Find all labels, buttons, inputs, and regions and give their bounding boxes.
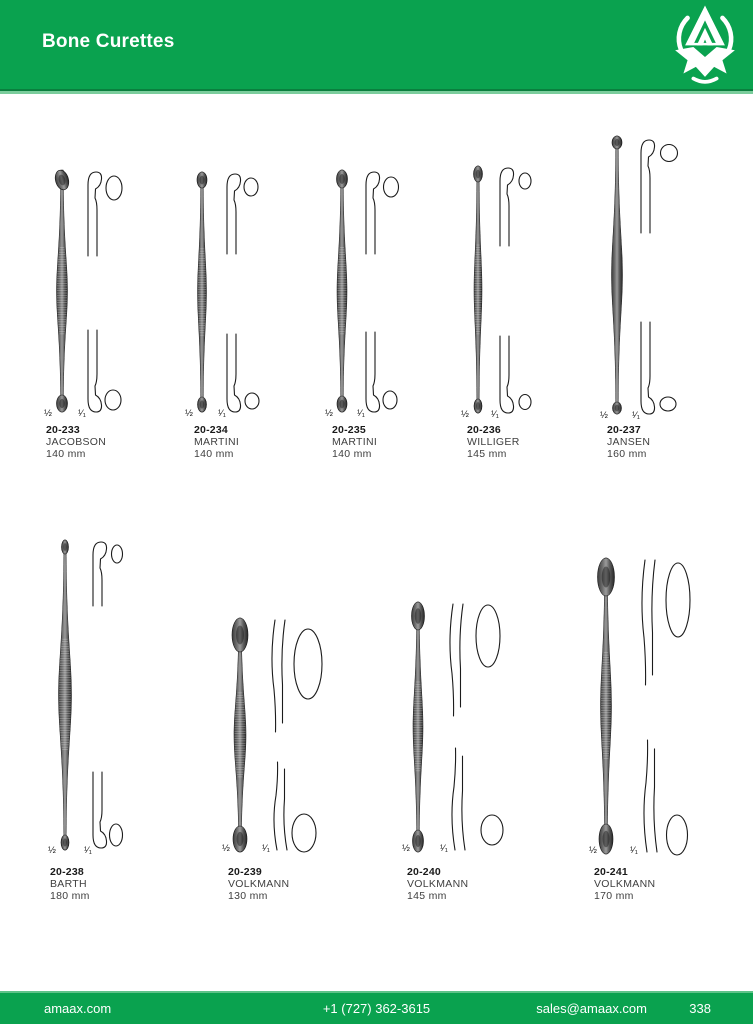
product-code: 20-239	[228, 866, 262, 878]
scale-fraction-detail: ¹⁄₁	[632, 410, 640, 421]
figure-20-235	[325, 170, 399, 419]
product-name: VOLKMANN	[407, 878, 469, 890]
footer-bar	[0, 991, 753, 1024]
product-name: MARTINI	[194, 436, 240, 448]
tip-face-drawing	[667, 815, 688, 855]
product-name: MARTINI	[332, 436, 378, 448]
curette-cup	[57, 395, 68, 412]
instrument-shaft	[612, 136, 623, 414]
product-label	[607, 424, 650, 460]
product-label	[50, 866, 90, 902]
tip-face-drawing	[476, 605, 500, 667]
tip-profile-drawing	[366, 172, 380, 254]
product-label	[228, 866, 289, 902]
curette-cup	[53, 169, 71, 192]
scale-fraction-detail: ¹⁄₁	[84, 845, 92, 856]
product-code: 20-238	[50, 866, 84, 878]
tip-face-drawing	[106, 176, 122, 200]
tip-face-drawing	[661, 145, 678, 162]
footer-phone: +1 (727) 362-3615	[322, 1001, 431, 1016]
footer-page-number: 338	[689, 1001, 711, 1016]
instrument-shaft	[601, 558, 612, 854]
product-code: 20-235	[332, 424, 366, 436]
product-name: JACOBSON	[46, 436, 107, 448]
scale-fraction-detail: ¹⁄₁	[78, 408, 86, 419]
tip-profile-drawing	[274, 762, 287, 850]
header-edge-light	[0, 91, 753, 94]
product-size: 140 mm	[194, 448, 234, 460]
curette-cup	[612, 136, 622, 149]
scale-fraction-detail: ¹⁄₁	[357, 408, 365, 419]
instrument-shaft	[234, 618, 246, 852]
scale-fraction-instrument: ½	[48, 845, 56, 856]
product-code: 20-237	[607, 424, 641, 436]
tip-face-drawing	[384, 177, 399, 197]
curette-cup	[337, 396, 347, 412]
curette-cup	[613, 402, 622, 414]
tip-profile-drawing	[641, 140, 655, 233]
tip-profile-drawing	[88, 330, 102, 412]
scale-fraction-instrument: ½	[600, 410, 608, 421]
curette-cup	[337, 170, 348, 188]
tip-face-drawing	[244, 178, 258, 196]
product-size: 145 mm	[407, 890, 447, 902]
product-name: JANSEN	[607, 436, 651, 448]
curette-cup	[474, 166, 483, 182]
scale-fraction-detail: ¹⁄₁	[262, 843, 270, 854]
figure-20-237	[600, 136, 678, 421]
tip-face-drawing	[292, 814, 316, 852]
tip-face-drawing	[519, 395, 531, 410]
product-code: 20-234	[194, 424, 228, 436]
curette-cup	[232, 618, 248, 652]
tip-face-drawing	[666, 563, 690, 637]
curette-cup	[413, 830, 424, 852]
product-name: WILLIGER	[467, 436, 520, 448]
product-size: 130 mm	[228, 890, 268, 902]
product-size: 140 mm	[332, 448, 372, 460]
curette-cup	[233, 826, 247, 852]
tip-profile-drawing	[88, 172, 102, 256]
product-name: VOLKMANN	[594, 878, 656, 890]
product-label	[194, 424, 239, 460]
figure-20-238	[48, 540, 123, 856]
product-label	[467, 424, 520, 460]
figure-20-234	[185, 172, 259, 419]
tip-profile-drawing	[93, 542, 107, 606]
figure-20-233	[44, 169, 122, 419]
product-label	[46, 424, 106, 460]
tip-face-drawing	[245, 393, 259, 409]
footer-website: amaax.com	[44, 1001, 112, 1016]
instrument-shaft	[59, 540, 72, 850]
product-code: 20-233	[46, 424, 80, 436]
curette-cup	[599, 824, 613, 854]
product-code: 20-236	[467, 424, 501, 436]
curette-cup	[412, 602, 425, 630]
scale-fraction-instrument: ½	[325, 408, 333, 419]
tip-profile-drawing	[450, 604, 463, 716]
instrument-shaft	[413, 602, 423, 852]
tip-profile-drawing	[500, 168, 514, 246]
tip-profile-drawing	[272, 620, 285, 732]
product-name: BARTH	[50, 878, 87, 890]
scale-fraction-instrument: ½	[44, 408, 52, 419]
scale-fraction-instrument: ½	[461, 409, 469, 420]
product-size: 160 mm	[607, 448, 647, 460]
tip-profile-drawing	[227, 174, 241, 254]
tip-profile-drawing	[366, 332, 380, 412]
product-code: 20-240	[407, 866, 441, 878]
product-label	[332, 424, 377, 460]
product-label	[407, 866, 468, 902]
figure-20-239	[222, 618, 322, 854]
amaax-logo-svg	[663, 3, 747, 86]
tip-face-drawing	[519, 173, 531, 189]
curette-cup	[62, 540, 69, 554]
tip-face-drawing	[481, 815, 503, 845]
curette-cup	[197, 172, 207, 188]
tip-profile-drawing	[642, 560, 655, 685]
product-size: 140 mm	[46, 448, 86, 460]
tip-face-drawing	[105, 390, 121, 410]
curette-cup	[198, 397, 207, 412]
scale-fraction-detail: ¹⁄₁	[218, 408, 226, 419]
tip-face-drawing	[110, 824, 123, 846]
product-name: VOLKMANN	[228, 878, 290, 890]
scale-fraction-detail: ¹⁄₁	[440, 843, 448, 854]
tip-face-drawing	[660, 397, 676, 411]
instrument-shaft	[474, 166, 482, 413]
instrument-shaft	[57, 170, 68, 412]
curette-cup	[474, 399, 482, 413]
page-title: Bone Curettes	[42, 31, 175, 52]
tip-profile-drawing	[227, 334, 241, 412]
instrument-shaft	[198, 172, 207, 412]
scale-fraction-instrument: ½	[402, 843, 410, 854]
tip-profile-drawing	[93, 772, 107, 848]
tip-face-drawing	[294, 629, 322, 699]
product-label	[594, 866, 655, 902]
tip-face-drawing	[383, 391, 397, 409]
figure-20-236	[461, 166, 531, 420]
header-bar	[0, 0, 753, 89]
product-size: 145 mm	[467, 448, 507, 460]
instrument-shaft	[337, 170, 347, 412]
tip-profile-drawing	[644, 740, 657, 852]
product-size: 170 mm	[594, 890, 634, 902]
product-size: 180 mm	[50, 890, 90, 902]
scale-fraction-instrument: ½	[222, 843, 230, 854]
tip-face-drawing	[112, 545, 123, 563]
amaax-logo-icon	[663, 3, 747, 86]
footer-email: sales@amaax.com	[536, 1001, 647, 1016]
figure-20-240	[402, 602, 503, 854]
curette-cup	[61, 835, 69, 850]
figure-20-241	[589, 558, 690, 856]
product-code: 20-241	[594, 866, 628, 878]
scale-fraction-detail: ¹⁄₁	[491, 409, 499, 420]
tip-profile-drawing	[641, 322, 655, 414]
scale-fraction-instrument: ½	[185, 408, 193, 419]
tip-profile-drawing	[500, 336, 514, 413]
tip-profile-drawing	[452, 748, 465, 850]
scale-fraction-instrument: ½	[589, 845, 597, 856]
scale-fraction-detail: ¹⁄₁	[630, 845, 638, 856]
curette-cup	[598, 558, 615, 596]
